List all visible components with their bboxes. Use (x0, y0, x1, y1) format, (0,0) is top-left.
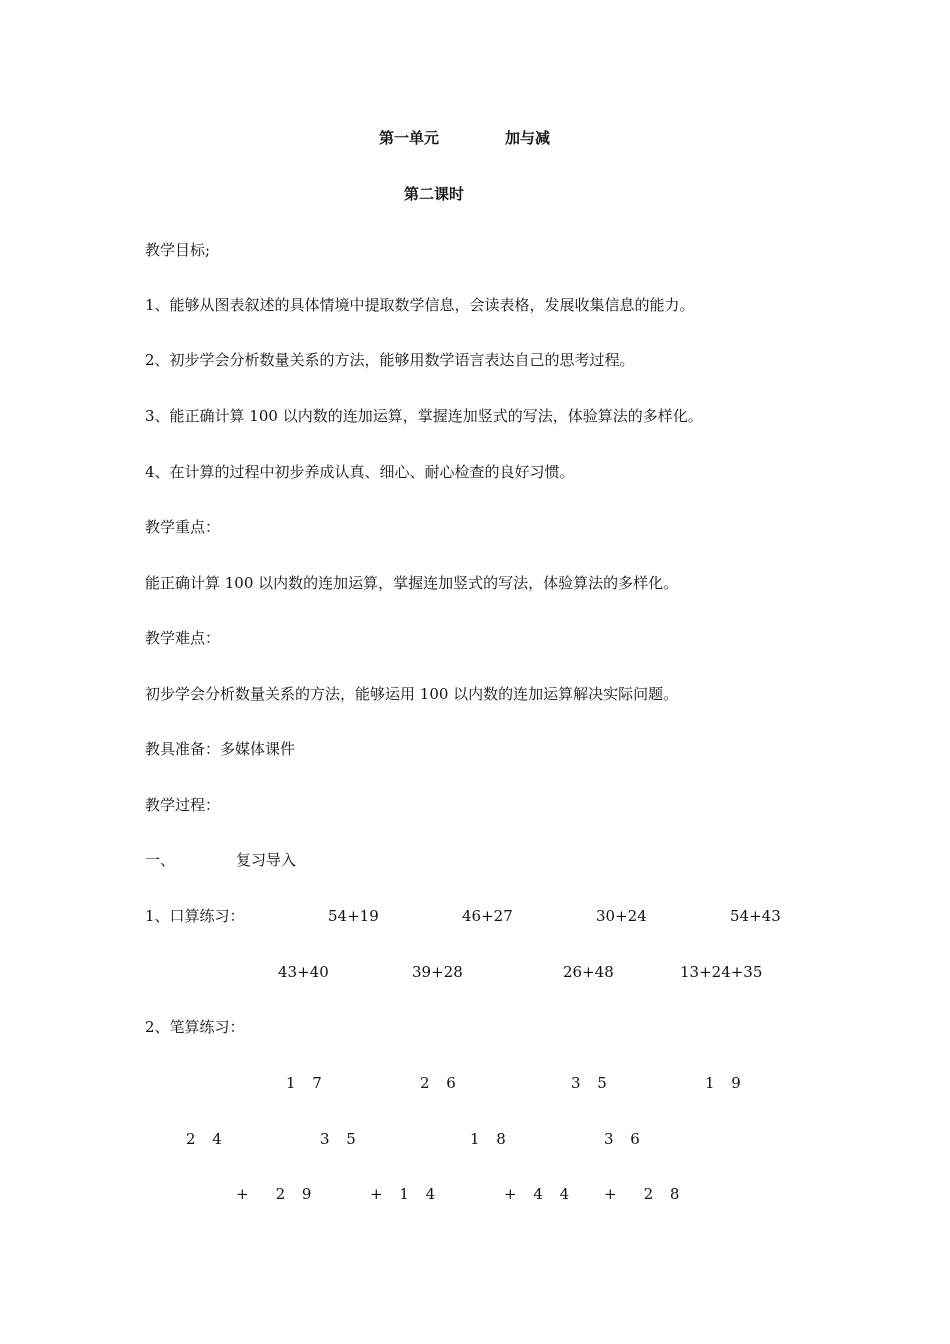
oral-problem: 43+40 (278, 963, 329, 981)
written-digit: 1 8 (470, 1130, 512, 1148)
oral-practice-label: 1、口算练习： (145, 907, 245, 925)
section-title: 复习导入 (236, 851, 297, 869)
oral-problem: 39+28 (412, 963, 463, 981)
oral-problem: 30+24 (596, 907, 647, 925)
objective-item: 2、初步学会分析数量关系的方法，能够用数学语言表达自己的思考过程。 (145, 351, 635, 369)
written-digit: 1 9 (705, 1074, 747, 1092)
written-digit: 2 4 (186, 1130, 228, 1148)
oral-problem: 46+27 (462, 907, 513, 925)
objective-item: 4、在计算的过程中初步养成认真、细心、耐心检查的良好习惯。 (145, 463, 575, 481)
materials-text: 教具准备：多媒体课件 (145, 740, 296, 758)
written-digit: 3 5 (320, 1130, 362, 1148)
oral-problem: 54+43 (730, 907, 781, 925)
lesson-subtitle: 第二课时 (404, 185, 465, 203)
written-digit: 3 6 (604, 1130, 646, 1148)
oral-problem: 26+48 (563, 963, 614, 981)
written-digit: 2 6 (420, 1074, 462, 1092)
key-points-text: 能正确计算 100 以内数的连加运算，掌握连加竖式的写法，体验算法的多样化。 (145, 574, 679, 592)
objective-item: 3、能正确计算 100 以内数的连加运算，掌握连加竖式的写法，体验算法的多样化。 (145, 407, 703, 425)
written-practice-label: 2、笔算练习： (145, 1018, 245, 1036)
objective-item: 1、能够从图表叙述的具体情境中提取数学信息，会读表格，发展收集信息的能力。 (145, 296, 695, 314)
written-addend: + 4 4 (504, 1185, 576, 1203)
written-digit: 3 5 (571, 1074, 613, 1092)
unit-title: 第一单元 (379, 129, 440, 147)
written-digit: 1 7 (286, 1074, 328, 1092)
topic-title: 加与减 (505, 129, 551, 147)
objectives-heading: 教学目标; (145, 241, 211, 259)
key-points-heading: 教学重点： (145, 518, 221, 536)
difficulties-heading: 教学难点： (145, 629, 221, 647)
written-addend: + 2 8 (604, 1185, 686, 1203)
oral-problem: 13+24+35 (680, 963, 763, 981)
oral-problem: 54+19 (328, 907, 379, 925)
written-addend: + 2 9 (236, 1185, 318, 1203)
section-number: 一、 (145, 851, 176, 869)
process-heading: 教学过程： (145, 796, 221, 814)
difficulties-text: 初步学会分析数量关系的方法，能够运用 100 以内数的连加运算解决实际问题。 (145, 685, 679, 703)
written-addend: + 1 4 (370, 1185, 442, 1203)
